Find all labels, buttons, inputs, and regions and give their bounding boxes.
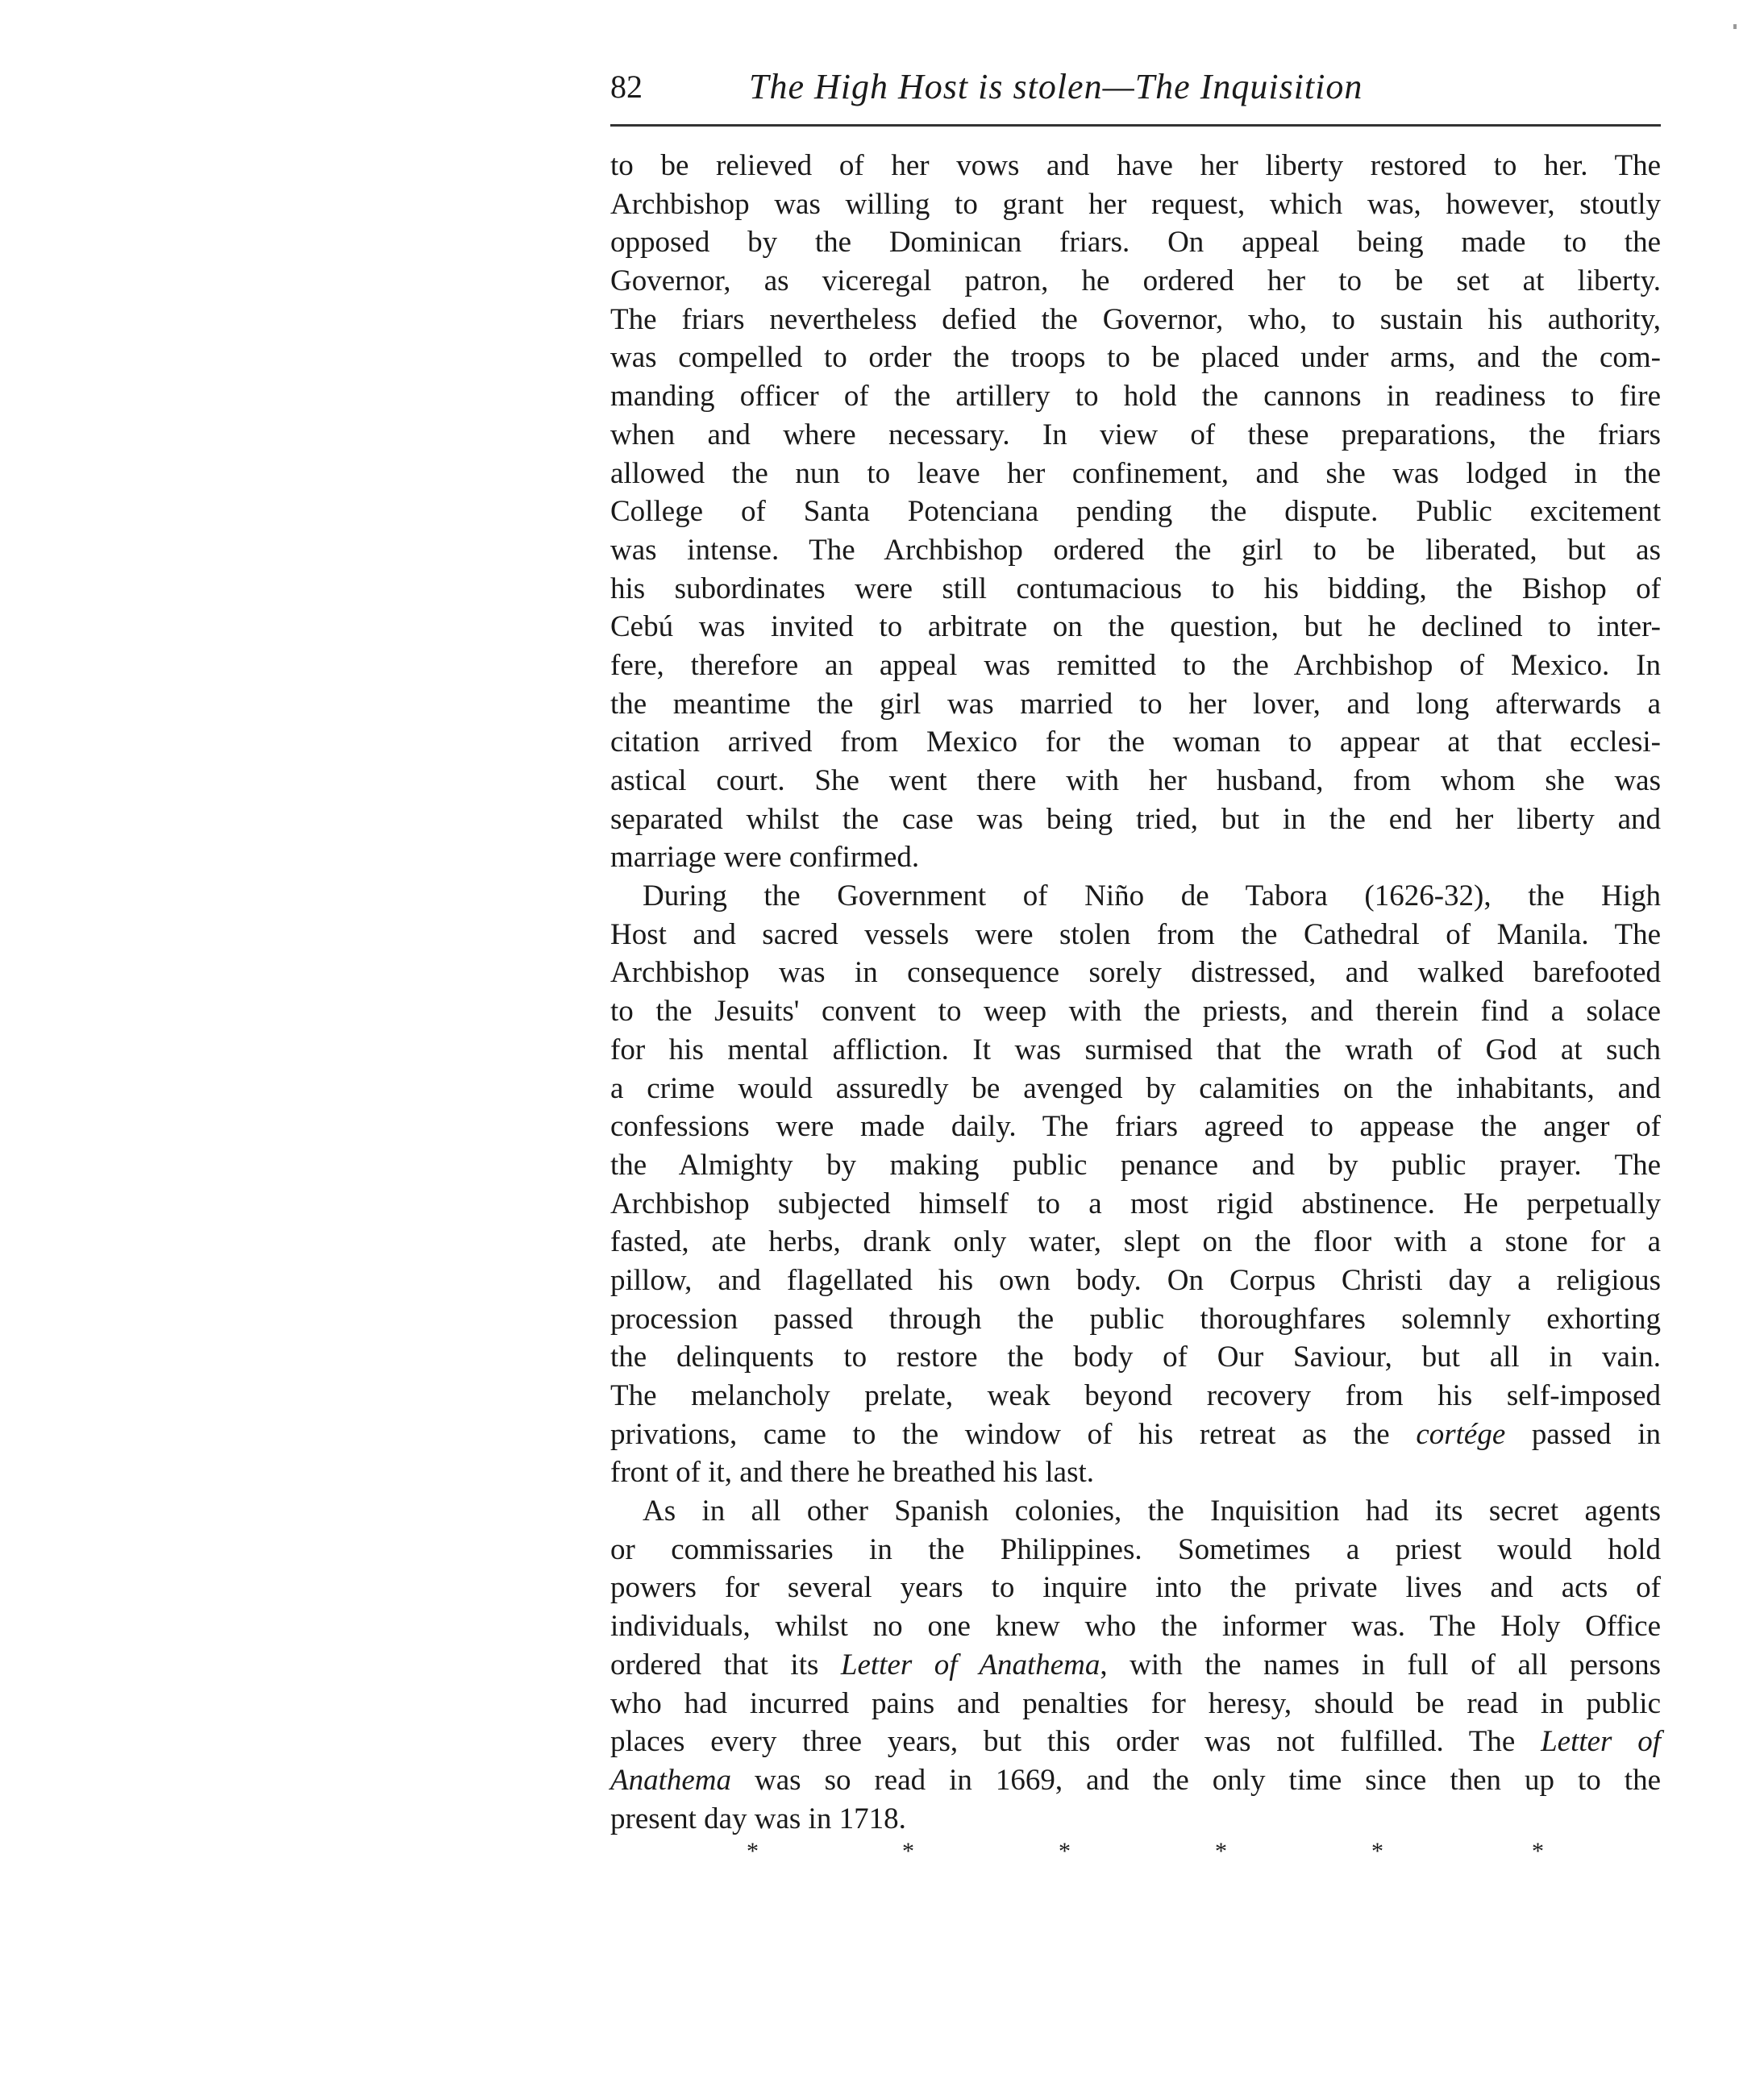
text-line: citation arrived from Mexico for the woman to appear at that ecclesi- [610, 725, 1661, 759]
text-line: powers for several years to inquire into the private lives and acts of [610, 1571, 1661, 1605]
body-text [610, 147, 1661, 1838]
text-line [610, 1761, 1661, 1800]
text-line: individuals, whilst no one knew who the informer was. The Holy Office [610, 1610, 1661, 1644]
text-segment: passed in [1505, 1417, 1661, 1451]
text-segment: places every three years, but this order was not fulfilled. The [610, 1725, 1541, 1759]
text-line: astical court. She went there with her husband, from whom she was [610, 764, 1661, 797]
text-line: the meantime the girl was married to her lover, and long afterwards a [610, 687, 1661, 721]
text-line: During the Government of Niño de Tabora (1626-32), the High [643, 879, 1661, 913]
asterisk: * [902, 1838, 914, 1864]
running-header [610, 63, 1661, 111]
text-line: or commissaries in the Philippines. Sometimes a priest would hold [610, 1532, 1661, 1566]
text-line: The melancholy prelate, weak beyond recovery from his self-imposed [610, 1379, 1661, 1412]
text-line [610, 1646, 1661, 1685]
running-title: The High Host is stolen—The Inquisition [749, 67, 1363, 106]
text-line: Archbishop was in consequence sorely distressed, and walked barefooted [610, 956, 1661, 990]
text-segment: ordered that its [610, 1648, 841, 1682]
text-line: front of it, and there he breathed his last. [610, 1456, 1095, 1490]
text-line: the Almighty by making public penance and by public prayer. The [610, 1148, 1661, 1182]
paragraph [610, 877, 1661, 1492]
text-line [610, 1415, 1661, 1454]
text-line: procession passed through the public thoroughfares solemnly exhorting [610, 1302, 1661, 1336]
asterisk: * [1371, 1838, 1383, 1864]
text-line: marriage were confirmed. [610, 841, 920, 875]
text-line: his subordinates were still contumacious to his bidding, the Bishop of [610, 572, 1661, 605]
asterisk: * [1532, 1838, 1544, 1864]
text-line: manding officer of the artillery to hold the cannons in readiness to fire [610, 380, 1661, 414]
text-line: who had incurred pains and penalties for heresy, should be read in public [610, 1686, 1661, 1720]
text-line: Cebú was invited to arbitrate on the question, but he declined to inter- [610, 610, 1661, 644]
text-line: As in all other Spanish colonies, the Inquisition had its secret agents [643, 1494, 1661, 1528]
text-line: present day was in 1718. [610, 1802, 906, 1835]
text-line: was compelled to order the troops to be placed under arms, and the com- [610, 341, 1661, 375]
text-segment: was so read in 1669, and the only time since then up to the [731, 1763, 1661, 1797]
section-break [0, 1838, 1764, 1870]
text-line [610, 1723, 1661, 1761]
paragraph [610, 1492, 1661, 1838]
text-line: allowed the nun to leave her confinement, and she was lodged in the [610, 456, 1661, 490]
italic-text: cortége [1416, 1417, 1506, 1451]
text-line: fasted, ate herbs, drank only water, slept on the floor with a stone for a [610, 1225, 1661, 1259]
header-rule [610, 124, 1661, 127]
text-line: Archbishop was willing to grant her request, which was, however, stoutly [610, 187, 1661, 221]
text-line: the delinquents to restore the body of Our Saviour, but all in vain. [610, 1341, 1661, 1374]
paragraph [610, 147, 1661, 877]
asterisk: * [747, 1838, 759, 1864]
scan-speck [1733, 24, 1737, 29]
italic-text: Letter of [1541, 1725, 1661, 1759]
text-line: to be relieved of her vows and have her liberty restored to her. The [610, 149, 1661, 182]
text-line: fere, therefore an appeal was remitted to the Archbishop of Mexico. In [610, 648, 1661, 682]
text-line: separated whilst the case was being tried, but in the end her liberty and [610, 802, 1661, 836]
text-line: confessions were made daily. The friars agreed to appease the anger of [610, 1110, 1661, 1144]
text-segment: , with the names in full of all persons [1100, 1648, 1662, 1682]
text-line: to the Jesuits' convent to weep with the priests, and therein find a solace [610, 995, 1661, 1029]
text-segment: privations, came to the window of his retreat as the [610, 1417, 1417, 1451]
italic-text: Letter of Anathema [840, 1648, 1100, 1682]
italic-text: Anathema [610, 1763, 732, 1797]
text-line: Host and sacred vessels were stolen from the Cathedral of Manila. The [610, 917, 1661, 951]
text-line: was intense. The Archbishop ordered the girl to be liberated, but as [610, 533, 1661, 567]
text-line: for his mental affliction. It was surmised that the wrath of God at such [610, 1033, 1661, 1066]
page-number: 82 [610, 69, 643, 105]
text-line: Governor, as viceregal patron, he ordered her to be set at liberty. [610, 264, 1661, 298]
text-line: College of Santa Potenciana pending the dispute. Public excitement [610, 495, 1661, 529]
text-line: when and where necessary. In view of these preparations, the friars [610, 418, 1661, 451]
asterisk: * [1215, 1838, 1227, 1864]
text-line: a crime would assuredly be avenged by calamities on the inhabitants, and [610, 1071, 1661, 1105]
text-line: Archbishop subjected himself to a most rigid abstinence. He perpetually [610, 1187, 1661, 1220]
text-line: The friars nevertheless defied the Governor, who, to sustain his authority, [610, 302, 1661, 336]
text-line: opposed by the Dominican friars. On appeal being made to the [610, 226, 1661, 260]
asterisk: * [1059, 1838, 1071, 1864]
text-line: pillow, and flagellated his own body. On Corpus Christi day a religious [610, 1263, 1661, 1297]
